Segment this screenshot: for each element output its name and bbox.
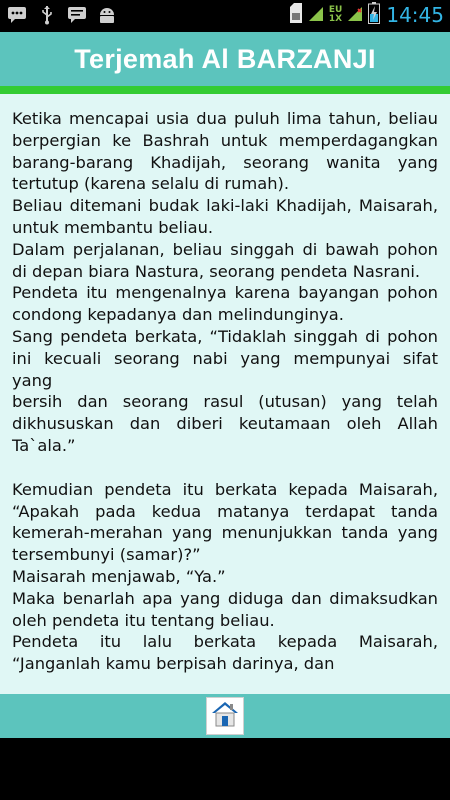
paragraph: Maka benarlah apa yang diduga dan dimaksudkan oleh pendeta itu tentang beliau. — [12, 588, 438, 630]
paragraph: Pendeta itu lalu berkata kepada Maisarah, “Janganlah kamu berpisah darinya, dan — [12, 632, 438, 674]
paragraph: Maisarah menjawab, “Ya.” — [12, 566, 226, 586]
sim-label — [329, 6, 342, 24]
battery-icon — [368, 2, 380, 28]
message-notification-icon — [66, 5, 88, 25]
notification-icons — [6, 5, 118, 25]
sd-card-icon — [289, 3, 303, 27]
article-text — [0, 94, 450, 675]
title-bar — [0, 32, 450, 86]
paragraph: Kemudian pendeta itu berkata kepada Maisarah, “Apakah pada kedua matanya terdapat tanda kemerah-merahan yang menunjukkan tanda yang tersembunyi (samar)?” — [12, 479, 438, 565]
paragraph: Ketika mencapai usia dua puluh lima tahun, beliau berpergian ke Bashrah untuk memperdagangkan barang-barang Khadijah, seorang wanita yang tertutup (karena selalu di rumah). — [12, 109, 438, 194]
chat-notification-icon — [6, 5, 28, 25]
paragraph: Sang pendeta berkata, “Tidaklah singgah di pohon ini kecuali seorang nabi yang mempunyai sifat yang — [12, 326, 438, 390]
paragraph: Dalam perjalanan, beliau singgah di bawah pohon di depan biara Nastura, seorang pendeta Nasrani. — [12, 239, 438, 281]
clock: 14:45 — [386, 3, 444, 27]
home-button[interactable] — [206, 697, 244, 735]
title-divider — [0, 86, 450, 94]
page-title: Terjemah Al BARZANJI — [74, 43, 376, 74]
android-icon — [96, 5, 118, 25]
text-content-scroll[interactable] — [0, 94, 450, 694]
navigation-area — [0, 738, 450, 800]
home-icon — [210, 700, 240, 732]
system-icons — [289, 2, 444, 28]
bottom-bar — [0, 694, 450, 738]
signal-icon-1 — [309, 6, 323, 25]
paragraph: bersih dan seorang rasul (utusan) yang telah dikhususkan dan diberi keutamaan oleh Allah Ta`ala.” — [12, 392, 438, 455]
paragraph: Beliau ditemani budak laki-laki Khadijah, Maisarah, untuk membantu beliau. — [12, 196, 438, 237]
paragraph: Pendeta itu mengenalnya karena bayangan pohon condong kepadanya dan melindunginya. — [12, 283, 438, 325]
usb-icon — [36, 5, 58, 25]
sim-label-top: EU — [328, 5, 343, 15]
status-bar — [0, 0, 450, 32]
sim-label-bottom: 1X — [328, 14, 343, 24]
signal-icon-2 — [348, 6, 362, 25]
